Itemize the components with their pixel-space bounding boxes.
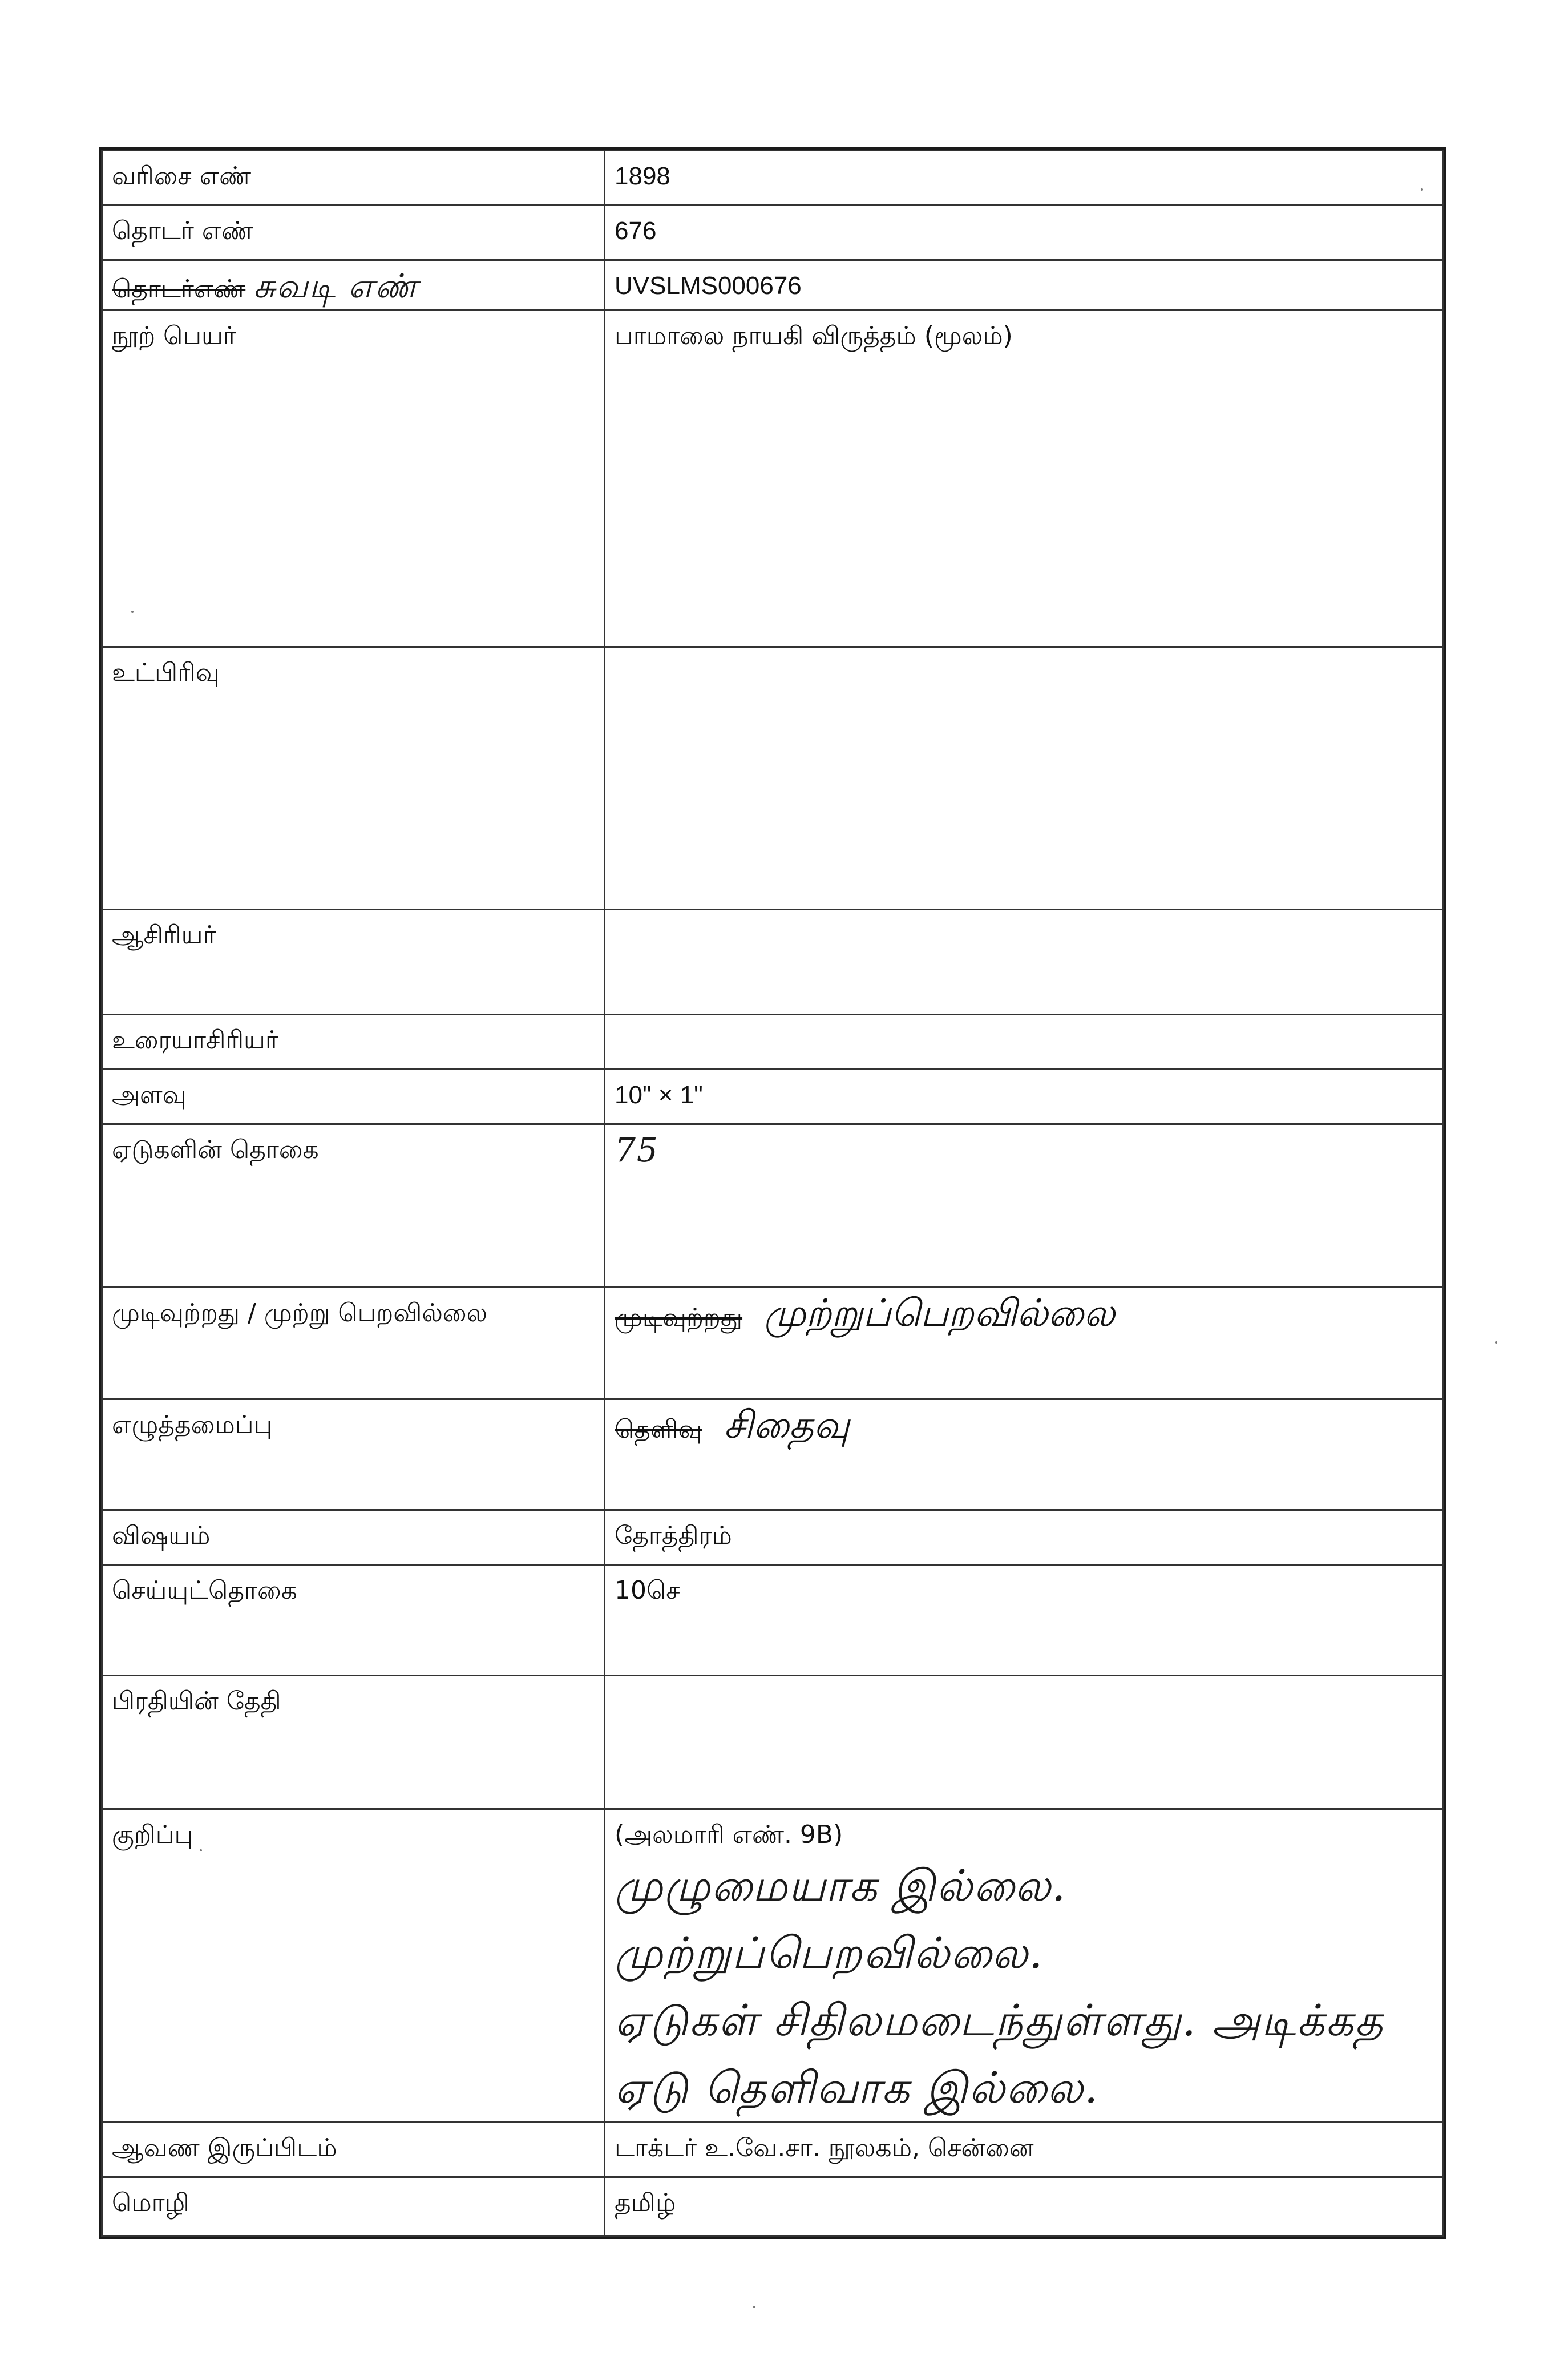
- label-author: ஆசிரியர்: [102, 910, 605, 1015]
- row-copy-date: [102, 1676, 1444, 1809]
- scan-speck: [1421, 188, 1423, 191]
- row-manuscript-number: [102, 260, 1444, 310]
- row-repository: [102, 2123, 1444, 2177]
- row-serial-number: [102, 151, 1444, 205]
- value-subject: தோத்திரம்: [605, 1510, 1444, 1565]
- label-title: நூற் பெயர்: [102, 310, 605, 647]
- label-serial-number: வரிசை எண்: [102, 151, 605, 205]
- value-language: தமிழ்: [605, 2177, 1444, 2236]
- row-remarks: [102, 1809, 1444, 2123]
- label-commentator: உரையாசிரியர்: [102, 1015, 605, 1070]
- manuscript-record-table: [101, 150, 1444, 2237]
- label-repository: ஆவண இருப்பிடம்: [102, 2123, 605, 2177]
- label-subject: விஷயம்: [102, 1510, 605, 1565]
- struck-completion: முடிவுற்றது: [615, 1303, 743, 1332]
- label-completion: முடிவுற்றது / முற்று பெறவில்லை: [102, 1288, 605, 1399]
- row-author: [102, 910, 1444, 1015]
- scan-speck: [753, 2306, 755, 2308]
- value-commentator: [605, 1015, 1444, 1070]
- value-copy-date: [605, 1676, 1444, 1809]
- handwritten-label: சுவடி எண்: [253, 267, 419, 305]
- value-manuscript-number: UVSLMS000676: [605, 260, 1444, 310]
- value-leaf-count: [605, 1124, 1444, 1288]
- handwritten-script-condition: சிதைவு: [724, 1403, 850, 1447]
- value-verse-count: 10செ: [605, 1565, 1444, 1676]
- row-commentator: [102, 1015, 1444, 1070]
- label-language: மொழி: [102, 2177, 605, 2236]
- label-manuscript-number: [102, 260, 605, 310]
- label-verse-count: செய்யுட்தொகை: [102, 1565, 605, 1676]
- value-author: [605, 910, 1444, 1015]
- row-language: [102, 2177, 1444, 2236]
- row-completion: [102, 1288, 1444, 1399]
- row-verse-count: [102, 1565, 1444, 1676]
- value-completion: [605, 1288, 1444, 1399]
- handwritten-completion: முற்றுப்பெறவில்லை: [764, 1291, 1116, 1335]
- label-leaf-count: ஏடுகளின் தொகை: [102, 1124, 605, 1288]
- label-remarks: குறிப்பு: [102, 1809, 605, 2123]
- row-script-condition: [102, 1399, 1444, 1510]
- row-series-number: [102, 205, 1444, 260]
- value-remarks: [605, 1809, 1444, 2123]
- label-script-condition: எழுத்தமைப்பு: [102, 1399, 605, 1510]
- row-size: [102, 1070, 1444, 1124]
- value-serial-number: 1898: [605, 151, 1444, 205]
- value-script-condition: [605, 1399, 1444, 1510]
- row-leaf-count: [102, 1124, 1444, 1288]
- handwritten-leaf-count: 75: [615, 1131, 659, 1169]
- label-series-number: தொடர் எண்: [102, 205, 605, 260]
- value-repository: டாக்டர் உ.வே.சா. நூலகம், சென்னை: [605, 2123, 1444, 2177]
- struck-label: தொடர்எண்: [112, 275, 246, 304]
- scan-speck: [1495, 1341, 1497, 1344]
- remarks-handwritten-line-2: ஏடுகள் சிதிலமடைந்துள்ளது. அடிக்கத: [615, 1995, 1384, 2046]
- scan-speck: [200, 1849, 202, 1851]
- row-title: [102, 310, 1444, 647]
- remarks-handwritten-line-3: ஏடு தெளிவாக இல்லை.: [615, 2062, 1100, 2113]
- label-copy-date: பிரதியின் தேதி: [102, 1676, 605, 1809]
- row-subdivision: [102, 647, 1444, 910]
- row-subject: [102, 1510, 1444, 1565]
- label-subdivision: உட்பிரிவு: [102, 647, 605, 910]
- scan-speck: [131, 611, 134, 613]
- remarks-shelf-number: (அலமாரி எண். 9B): [615, 1820, 843, 1849]
- value-size: 10" × 1": [605, 1070, 1444, 1124]
- value-series-number: 676: [605, 205, 1444, 260]
- remarks-handwritten-line-1: முழுமையாக இல்லை. முற்றுப்பெறவில்லை.: [615, 1860, 1067, 1978]
- value-title: பாமாலை நாயகி விருத்தம் (மூலம்): [605, 310, 1444, 647]
- label-size: அளவு: [102, 1070, 605, 1124]
- record-sheet: [99, 147, 1446, 2239]
- value-subdivision: [605, 647, 1444, 910]
- struck-script-condition: தெளிவு: [615, 1415, 702, 1444]
